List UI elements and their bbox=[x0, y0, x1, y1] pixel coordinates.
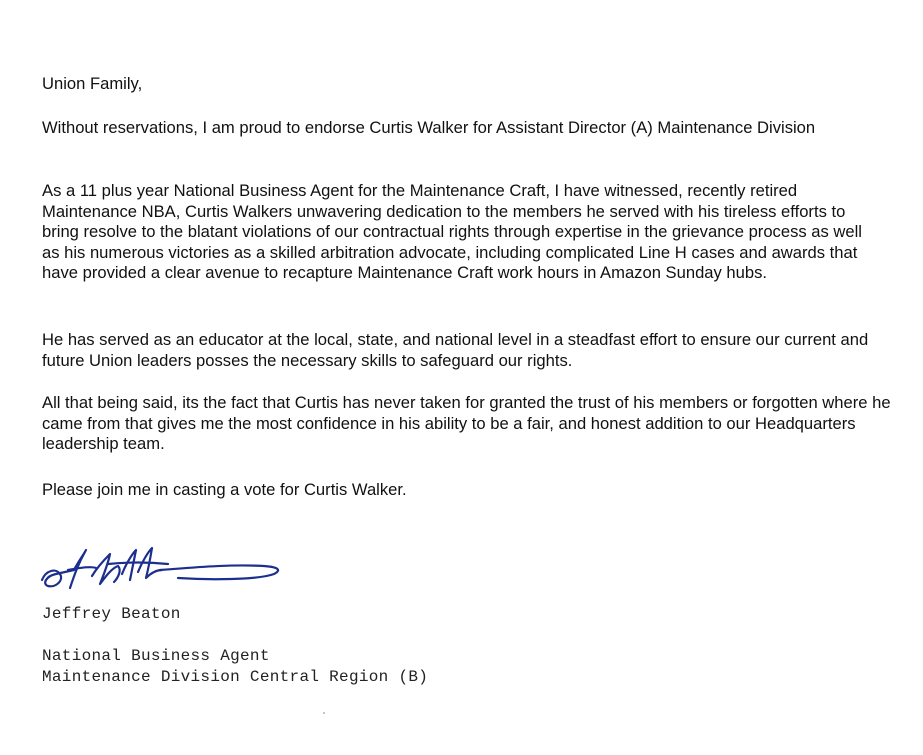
signer-title: National Business Agent bbox=[42, 647, 270, 665]
endorsement-paragraph: Without reservations, I am proud to endorse Curtis Walker for Assistant Director (A) Maintenance Division bbox=[42, 118, 816, 137]
experience-paragraph: As a 11 plus year National Business Agent for the Maintenance Craft, I have witnessed, recently retired Maintenance NBA, Curtis Walkers unwavering dedication to the members he served with his tireless efforts to bring resolve to the blatant violations of our contractual rights through expertise in the grievance process as well as his numerous victories as a skilled arbitration advocate, including complicated Line H cases and awards that have provided a clear avenue to recapture Maintenance Craft work hours in Amazon Sunday hubs. bbox=[42, 181, 862, 283]
signer-name: Jeffrey Beaton bbox=[42, 605, 181, 623]
handwritten-signature bbox=[38, 540, 288, 596]
educator-paragraph: He has served as an educator at the local, state, and national level in a steadfast effort to ensure our current and future Union leaders posses the necessary skills to safeguard our rights. bbox=[42, 330, 869, 370]
signer-region: Maintenance Division Central Region (B) bbox=[42, 668, 429, 686]
salutation: Union Family, bbox=[42, 74, 143, 93]
closing-paragraph: Please join me in casting a vote for Curtis Walker. bbox=[42, 480, 407, 499]
confidence-paragraph: All that being said, its the fact that Curtis has never taken for granted the trust of his members or forgotten where he came from that gives me the most confidence in his ability to be a fair, and honest addition to our Headquarters leadership team. bbox=[42, 393, 891, 454]
speck-mark bbox=[323, 712, 325, 714]
